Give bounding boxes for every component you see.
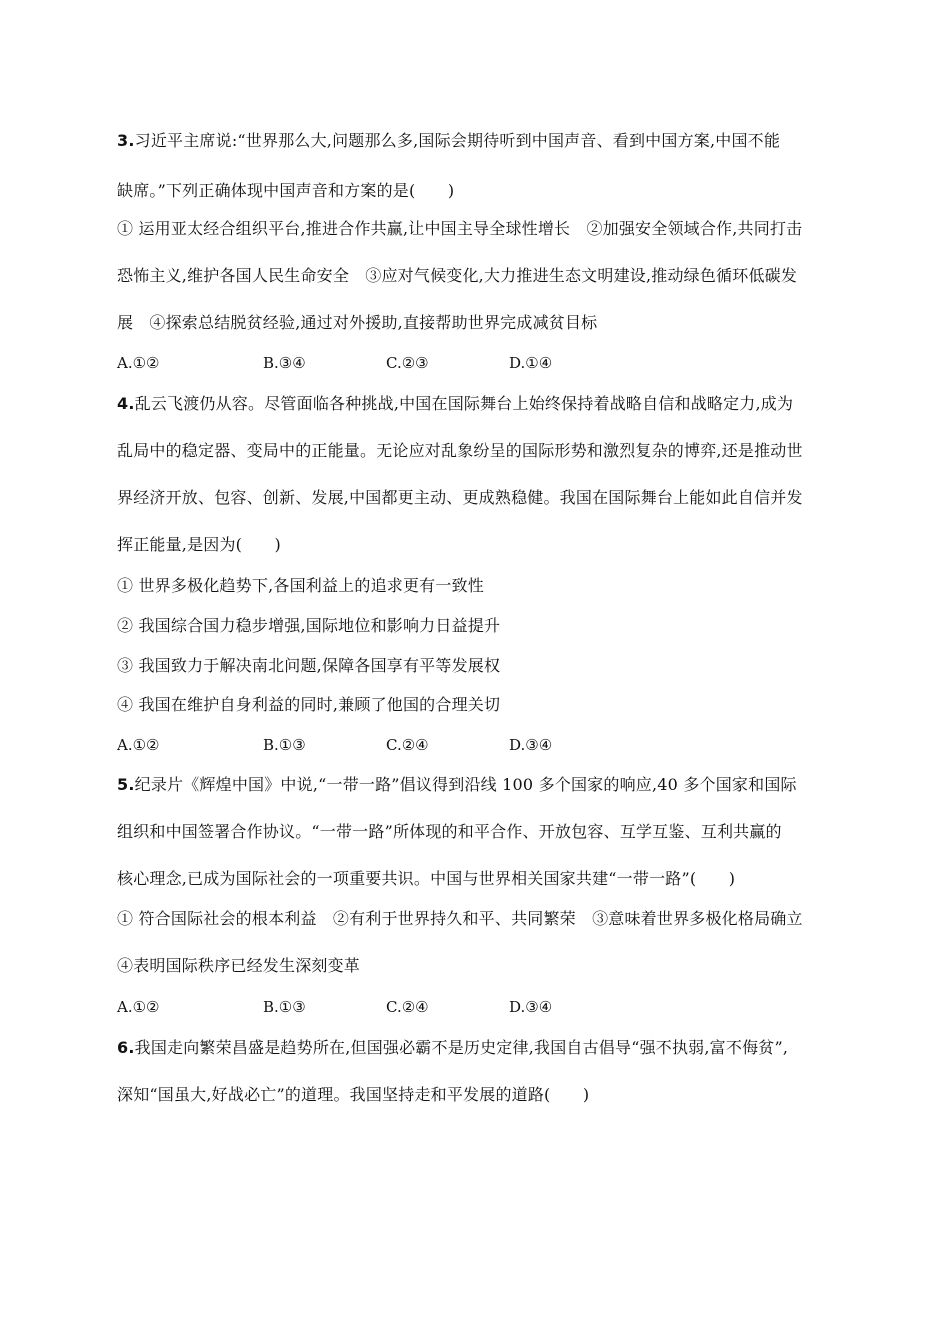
question-4-item-line-1: ① 世界多极化趋势下,各国利益上的追求更有一致性: [117, 576, 484, 595]
question-5-option-d[interactable]: D.③④: [509, 998, 553, 1016]
question-3-option-c[interactable]: C.②③: [386, 354, 429, 372]
question-5-number: 5.: [117, 775, 135, 794]
question-5-item-line-2: ④表明国际秩序已经发生深刻变革: [117, 956, 361, 975]
question-4-stem-line-3: 界经济开放、包容、创新、发展,中国都更主动、更成熟稳健。我国在国际舞台上能如此自信并发: [117, 488, 803, 507]
question-5-stem-line-1: [117, 775, 797, 795]
question-5-stem-line-3: 核心理念,已成为国际社会的一项重要共识。中国与世界相关国家共建“一带一路”( ): [117, 869, 736, 888]
question-6-stem-line-2: 深知“国虽大,好战必亡”的道理。我国坚持走和平发展的道路( ): [117, 1085, 590, 1104]
question-5-stem-text-1: 纪录片《辉煌中国》中说,“一带一路”倡议得到沿线 100 多个国家的响应,40 多个国家和国际: [134, 775, 797, 794]
question-4-stem-line-1: [117, 394, 793, 414]
question-4-item-line-4: ④ 我国在维护自身利益的同时,兼顾了他国的合理关切: [117, 695, 501, 714]
question-4-number: 4.: [117, 394, 135, 413]
question-6-number: 6.: [117, 1038, 135, 1057]
question-4-option-a[interactable]: A.①②: [117, 736, 160, 754]
question-5-stem-line-2: 组织和中国签署合作协议。“一带一路”所体现的和平合作、开放包容、互学互鉴、互利共赢的: [117, 822, 782, 841]
question-6-stem-text-1: 我国走向繁荣昌盛是趋势所在,但国强必霸不是历史定律,我国自古倡导“强不执弱,富不侮贫”,: [134, 1038, 789, 1057]
question-4-stem-line-2: 乱局中的稳定器、变局中的正能量。无论应对乱象纷呈的国际形势和激烈复杂的博弈,还是推动世: [117, 441, 803, 460]
question-6-stem-line-1: [117, 1038, 788, 1058]
question-3-item-line-2: 恐怖主义,维护各国人民生命安全 ③应对气候变化,大力推进生态文明建设,推动绿色循环低碳发: [117, 266, 798, 285]
question-5-option-a[interactable]: A.①②: [117, 998, 160, 1016]
question-4-stem-text-1: 乱云飞渡仍从容。尽管面临各种挑战,中国在国际舞台上始终保持着战略自信和战略定力,成为: [134, 394, 794, 413]
question-4-item-line-3: ③ 我国致力于解决南北问题,保障各国享有平等发展权: [117, 656, 501, 675]
question-3-option-b[interactable]: B.③④: [263, 354, 306, 372]
question-3-option-a[interactable]: A.①②: [117, 354, 160, 372]
question-4-stem-line-4: 挥正能量,是因为( ): [117, 535, 281, 554]
question-3-stem-line-1: [117, 131, 780, 151]
question-3-item-line-3: 展 ④探索总结脱贫经验,通过对外援助,直接帮助世界完成减贫目标: [117, 313, 598, 332]
question-4-item-line-2: ② 我国综合国力稳步增强,国际地位和影响力日益提升: [117, 616, 501, 635]
question-5-option-b[interactable]: B.①③: [263, 998, 306, 1016]
question-3-stem-text-1: 习近平主席说:“世界那么大,问题那么多,国际会期待听到中国声音、看到中国方案,中国不能: [134, 131, 781, 150]
question-5-option-c[interactable]: C.②④: [386, 998, 429, 1016]
question-4-option-b[interactable]: B.①③: [263, 736, 306, 754]
question-3-number: 3.: [117, 131, 135, 150]
question-3-option-d[interactable]: D.①④: [509, 354, 553, 372]
question-3-stem-line-2: 缺席。”下列正确体现中国声音和方案的是( ): [117, 181, 455, 200]
question-3-item-line-1: ① 运用亚太经合组织平台,推进合作共赢,让中国主导全球性增长 ②加强安全领域合作,共同打击: [117, 219, 803, 238]
question-4-option-d[interactable]: D.③④: [509, 736, 553, 754]
question-5-item-line-1: ① 符合国际社会的根本利益 ②有利于世界持久和平、共同繁荣 ③意味着世界多极化格局确立: [117, 909, 803, 928]
question-4-option-c[interactable]: C.②④: [386, 736, 429, 754]
